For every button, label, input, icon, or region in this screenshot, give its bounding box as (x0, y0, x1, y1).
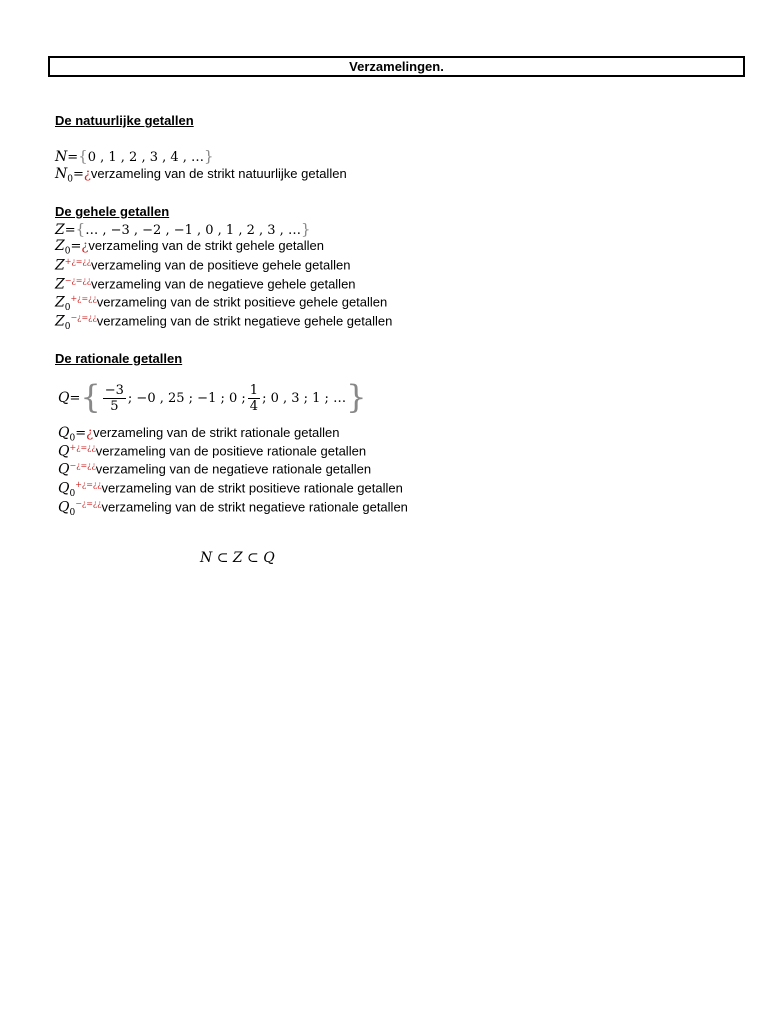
symbol-q: Q (58, 390, 70, 406)
left-brace: { (80, 378, 101, 416)
qminus-description: verzameling van de negatieve rationale getallen (95, 461, 372, 477)
rational-q0-line (58, 425, 340, 443)
symbol-z: Z (55, 238, 65, 254)
q0minus-description: verzameling van de strikt negatieve rationale getallen (101, 499, 408, 515)
fraction-one-quarter (248, 383, 260, 414)
symbol-z: Z (55, 276, 65, 293)
subscript-zero: 0 (69, 488, 76, 499)
subscript-zero: 0 (64, 246, 71, 257)
superscript-minus-glyph: −¿=¿¿ (75, 499, 102, 508)
page-title: Verzamelingen. (48, 56, 745, 77)
integer-zplus-line (55, 257, 350, 275)
z0plus-description: verzameling van de strikt positieve gehele getallen (96, 294, 388, 310)
symbol-n: N (55, 149, 68, 165)
symbol-q: Q (58, 480, 70, 497)
equals-sign: = (72, 167, 84, 182)
integer-set-definition (55, 220, 311, 238)
left-brace: { (75, 220, 86, 238)
fraction-denominator: 5 (110, 399, 119, 415)
fraction-denominator: 4 (249, 399, 259, 415)
subscript-zero: 0 (64, 302, 71, 313)
fraction-numerator: −3 (104, 383, 124, 399)
equals-sign: = (70, 239, 82, 254)
equals-sign: = (67, 150, 79, 165)
equals-sign: = (69, 391, 81, 406)
integer-z0minus-line (55, 313, 392, 331)
inverted-question-glyph: ¿ (81, 239, 89, 254)
symbol-q: Q (58, 443, 70, 460)
z0-description: verzameling van de strikt gehele getallen (88, 238, 324, 253)
rational-q0plus-line (58, 480, 403, 498)
heading-natural: De natuurlijke getallen (55, 113, 194, 128)
zplus-description: verzameling van de positieve gehele getallen (91, 257, 351, 273)
right-brace: } (346, 378, 367, 416)
natural-set-definition (55, 147, 214, 165)
q0-description: verzameling van de strikt rationale getallen (93, 425, 340, 440)
rational-set-definition (58, 378, 367, 422)
inverted-question-glyph: ¿ (86, 426, 94, 441)
superscript-plus-glyph: +¿=¿¿ (75, 480, 102, 489)
q0plus-description: verzameling van de strikt positieve rationale getallen (101, 480, 403, 496)
qplus-description: verzameling van de positieve rationale getallen (95, 443, 367, 459)
symbol-q: Q (58, 461, 70, 478)
symbol-z: Z (55, 313, 65, 330)
subscript-zero: 0 (69, 507, 76, 518)
natural-set-content: 0 , 1 , 2 , 3 , 4 , … (87, 150, 205, 165)
integer-z0plus-line (55, 294, 387, 312)
symbol-z: Z (55, 257, 65, 274)
rational-qplus-line (58, 443, 366, 461)
symbol-z: Z (55, 222, 65, 238)
inverted-question-glyph: ¿ (83, 167, 91, 182)
fraction-minus-three-fifths (103, 383, 126, 414)
subscript-zero: 0 (67, 174, 73, 185)
equals-sign: = (75, 426, 87, 441)
rational-set-middle: ; −0 , 25 ; −1 ; 0 ; (127, 391, 246, 406)
natural-n0-line (55, 166, 347, 184)
symbol-q: Q (58, 499, 70, 516)
symbol-z: Z (55, 294, 65, 311)
rational-set-end: ; 0 , 3 ; 1 ; … (262, 391, 347, 406)
symbol-q: Q (58, 425, 70, 441)
zminus-description: verzameling van de negatieve gehele getallen (91, 276, 356, 292)
subscript-zero: 0 (64, 321, 71, 332)
symbol-n: N (55, 166, 68, 182)
rational-q0minus-line (58, 499, 408, 517)
superscript-plus-glyph: +¿=¿¿ (70, 294, 97, 303)
superscript-minus-glyph: −¿=¿¿ (69, 461, 96, 470)
subset-relation: N ⊂ Z ⊂ Q (200, 550, 275, 566)
equals-sign: = (64, 223, 76, 238)
superscript-minus-glyph: −¿=¿¿ (64, 276, 92, 285)
right-brace: } (204, 147, 214, 165)
integer-set-content: … , −3 , −2 , −1 , 0 , 1 , 2 , 3 , … (85, 223, 301, 238)
z0minus-description: verzameling van de strikt negatieve gehele getallen (96, 313, 393, 329)
fraction-numerator: 1 (249, 383, 259, 399)
rational-qminus-line (58, 461, 371, 479)
superscript-plus-glyph: +¿=¿¿ (69, 443, 96, 452)
n0-description: verzameling van de strikt natuurlijke getallen (90, 166, 347, 181)
superscript-plus-glyph: +¿=¿¿ (64, 257, 92, 266)
superscript-minus-glyph: −¿=¿¿ (70, 313, 97, 322)
integer-z0-line (55, 238, 324, 256)
right-brace: } (300, 220, 311, 238)
heading-rationals: De rationale getallen (55, 351, 183, 366)
subscript-zero: 0 (69, 433, 76, 444)
integer-zminus-line (55, 276, 356, 294)
heading-integers: De gehele getallen (55, 204, 170, 219)
left-brace: { (78, 147, 88, 165)
